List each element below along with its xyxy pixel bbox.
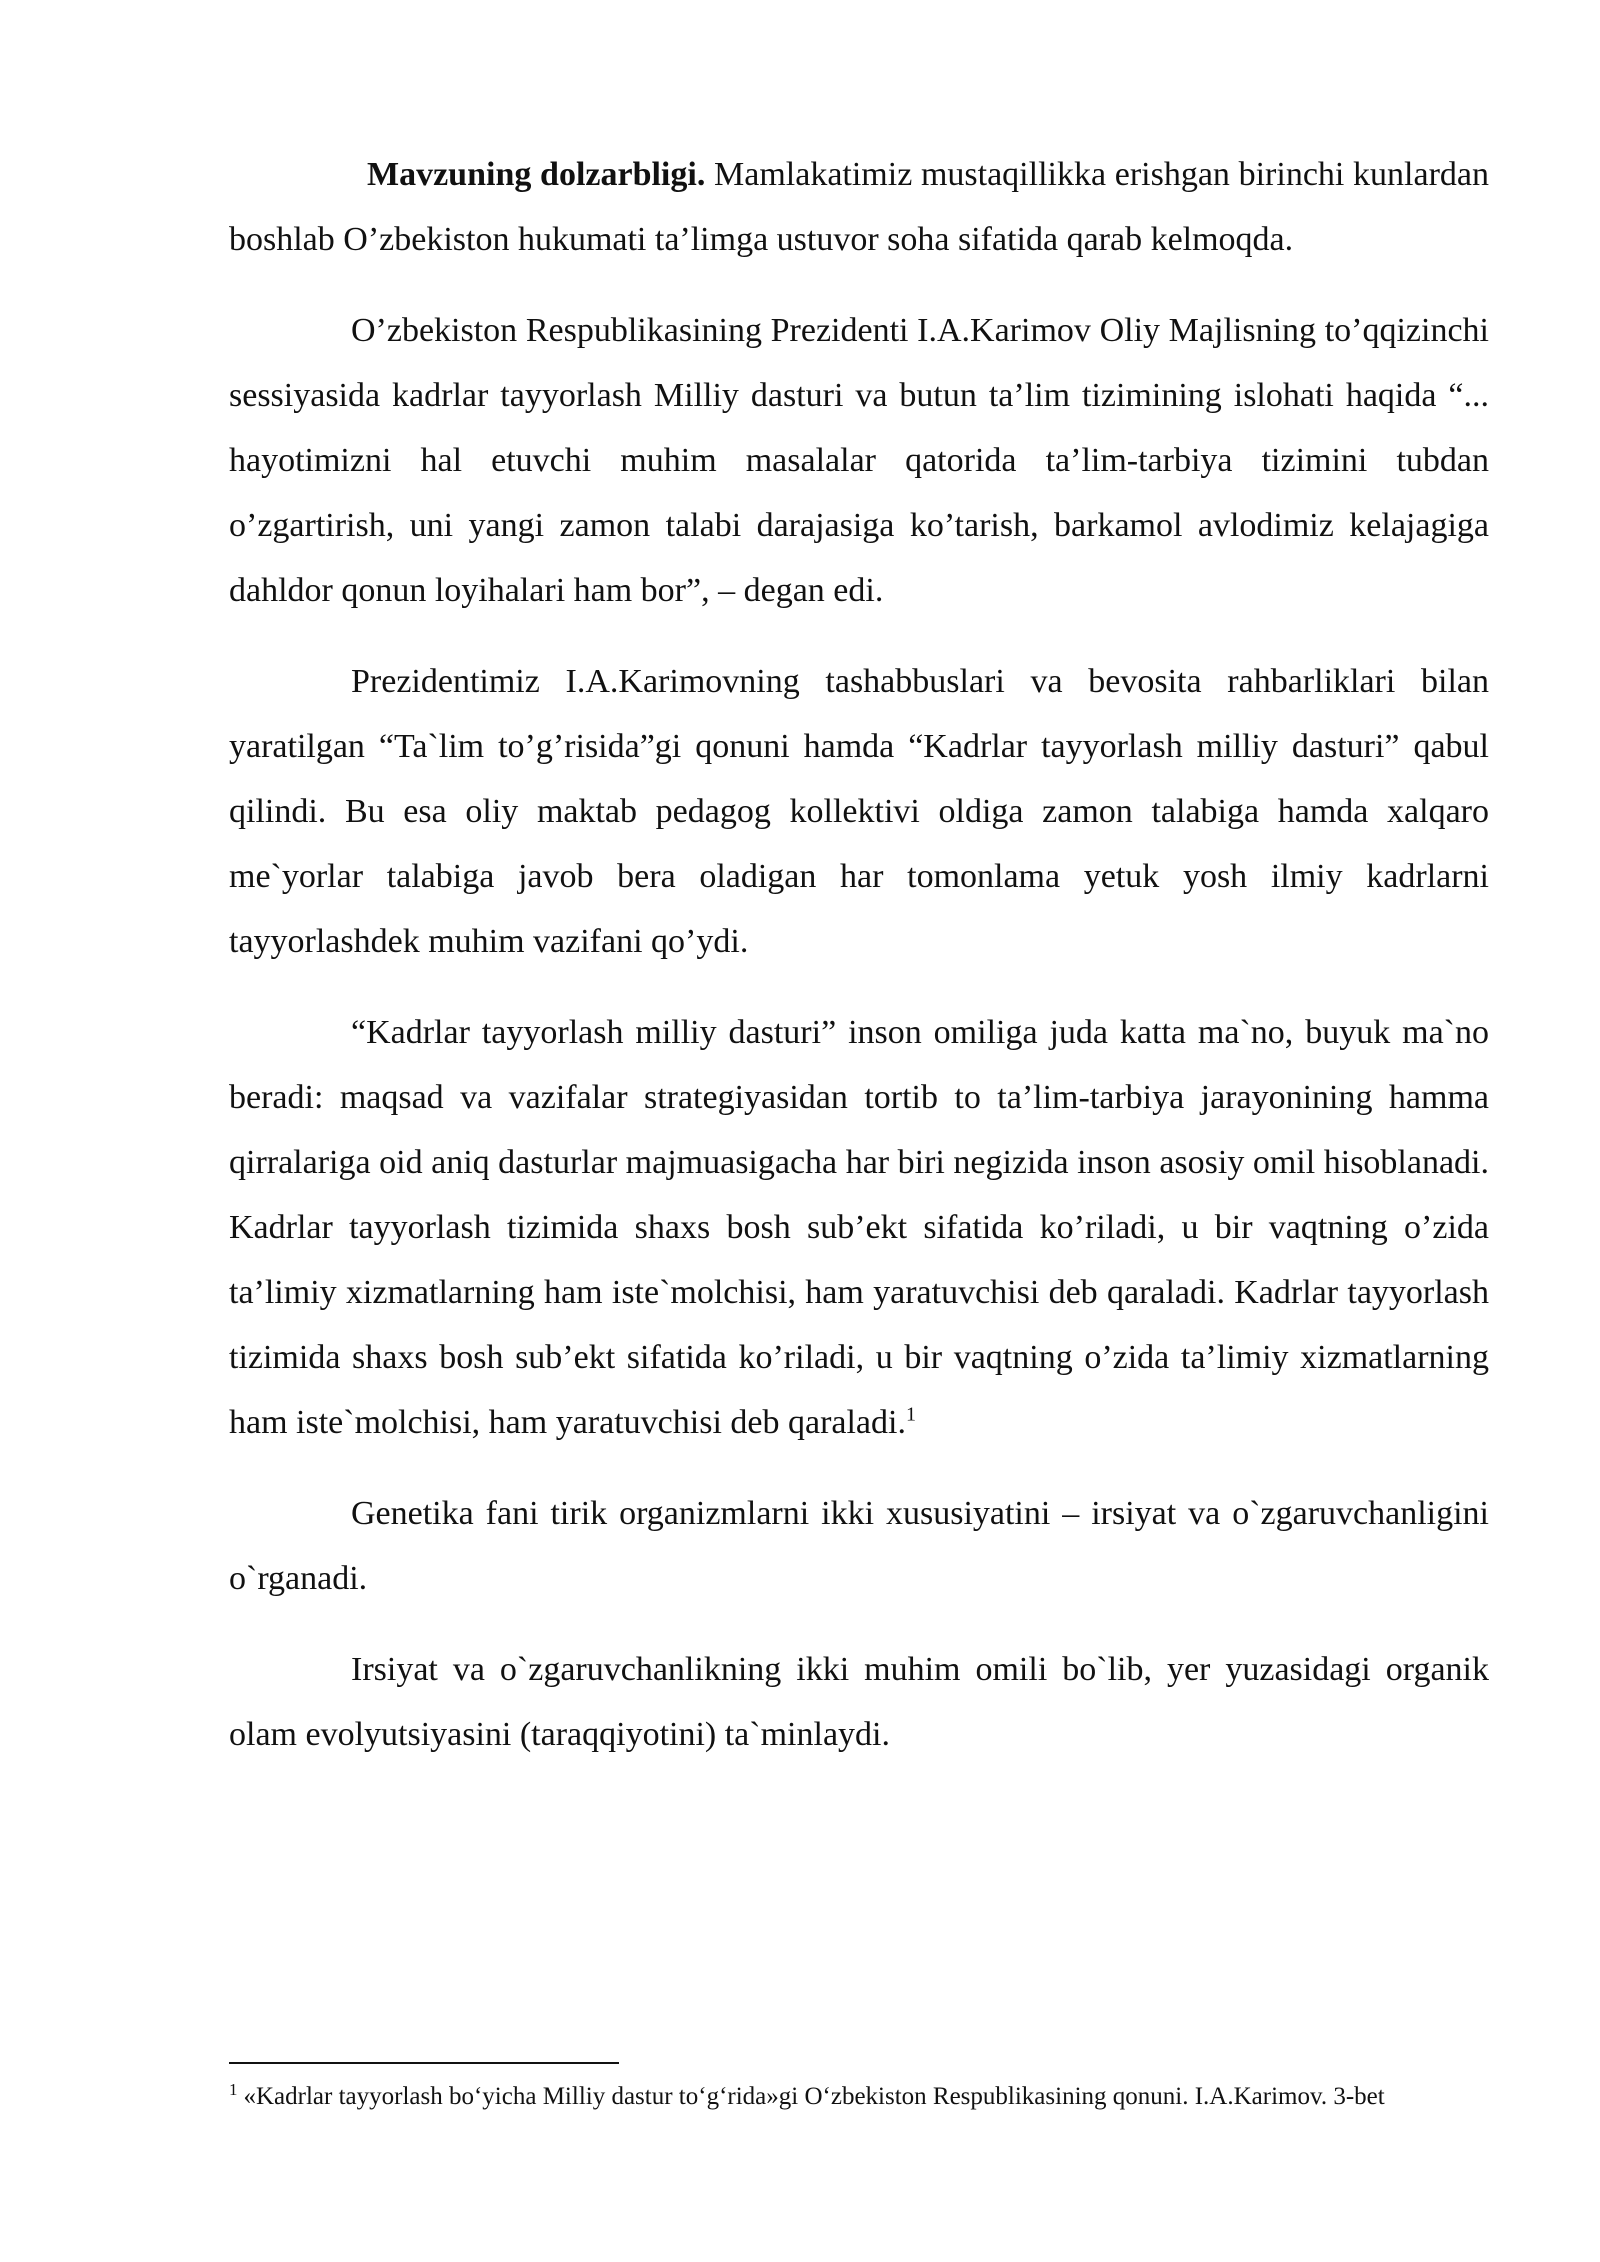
paragraph-national-program xyxy=(229,1000,1489,1455)
paragraph-genetics xyxy=(229,1481,1489,1611)
paragraph-text: Mamlakatimiz mustaqillikka erishgan birinchi kunlardan boshlab O’zbekiston hukumati ta’limga ustuvor soha sifatida qarab kelmoqda. xyxy=(229,156,1489,258)
footnote xyxy=(229,2080,1529,2114)
paragraph-text: O’zbekiston Respublikasining Prezidenti I.A.Karimov Oliy Majlisning to’qqizinchi sessiyasida kadrlar tayyorlash Milliy dasturi va butun ta’lim tizimining islohati haqida “... hayotimizni hal etuvchi muhim masalalar qatorida ta’lim-tarbiya tizimini tubdan o’zgartirish, uni yangi zamon talabi darajasiga ko’tarish, barkamol avlodimiz kelajagiga dahldor qonun loyihalari ham bor”, – degan edi. xyxy=(229,312,1489,609)
paragraph-heredity xyxy=(229,1637,1489,1767)
paragraph-text: Prezidentimiz I.A.Karimovning tashabbuslari va bevosita rahbarliklari bilan yaratilgan “Ta`lim to’g’risida”gi qonuni hamda “Kadrlar tayyorlash milliy dasturi” qabul qilindi. Bu esa oliy maktab pedagog kollektivi oldiga zamon talabiga hamda xalqaro me`yorlar talabiga javob bera oladigan har tomonlama yetuk yosh ilmiy kadrlarni tayyorlashdek muhim vazifani qo’ydi. xyxy=(229,663,1489,960)
paragraph-text: Irsiyat va o`zgaruvchanlikning ikki muhim omili bo`lib, yer yuzasidagi organik olam evolyutsiyasini (taraqqiyotini) ta`minlaydi. xyxy=(229,1651,1489,1753)
paragraph-text: “Kadrlar tayyorlash milliy dasturi” inson omiliga juda katta ma`no, buyuk ma`no beradi: maqsad va vazifalar strategiyasidan tortib to ta’lim-tarbiya jarayonining hamma qirralariga oid aniq dasturlar majmuasigacha har biri negizida inson asosiy omil hisoblanadi. Kadrlar tayyorlash tizimida shaxs bosh sub’ekt sifatida ko’riladi, u bir vaqtning o’zida ta’limiy xizmatlarning ham iste`molchisi, ham yaratuvchisi deb qaraladi. Kadrlar tayyorlash tizimida shaxs bosh sub’ekt sifatida ko’riladi, u bir vaqtning o’zida ta’limiy xizmatlarning ham iste`molchisi, ham yaratuvchisi deb qaraladi. xyxy=(229,1014,1489,1441)
paragraph-president-speech xyxy=(229,298,1489,623)
paragraph-education-law xyxy=(229,649,1489,974)
body-text xyxy=(229,142,1489,1793)
footnote-separator xyxy=(229,2062,619,2064)
footnote-reference: 1 xyxy=(905,1403,916,1426)
paragraph-relevance xyxy=(229,142,1489,272)
paragraph-text: Genetika fani tirik organizmlarni ikki xususiyatini – irsiyat va o`zgaruvchanligini o`rganadi. xyxy=(229,1495,1489,1597)
footnote-text: «Kadrlar tayyorlash bo‘yicha Milliy dastur to‘g‘rida»gi O‘zbekiston Respublikasining qonuni. I.A.Karimov. 3-bet xyxy=(243,2083,1385,2110)
section-heading: Mavzuning dolzarbligi. xyxy=(367,156,706,193)
footnote-number: 1 xyxy=(229,2079,238,2099)
